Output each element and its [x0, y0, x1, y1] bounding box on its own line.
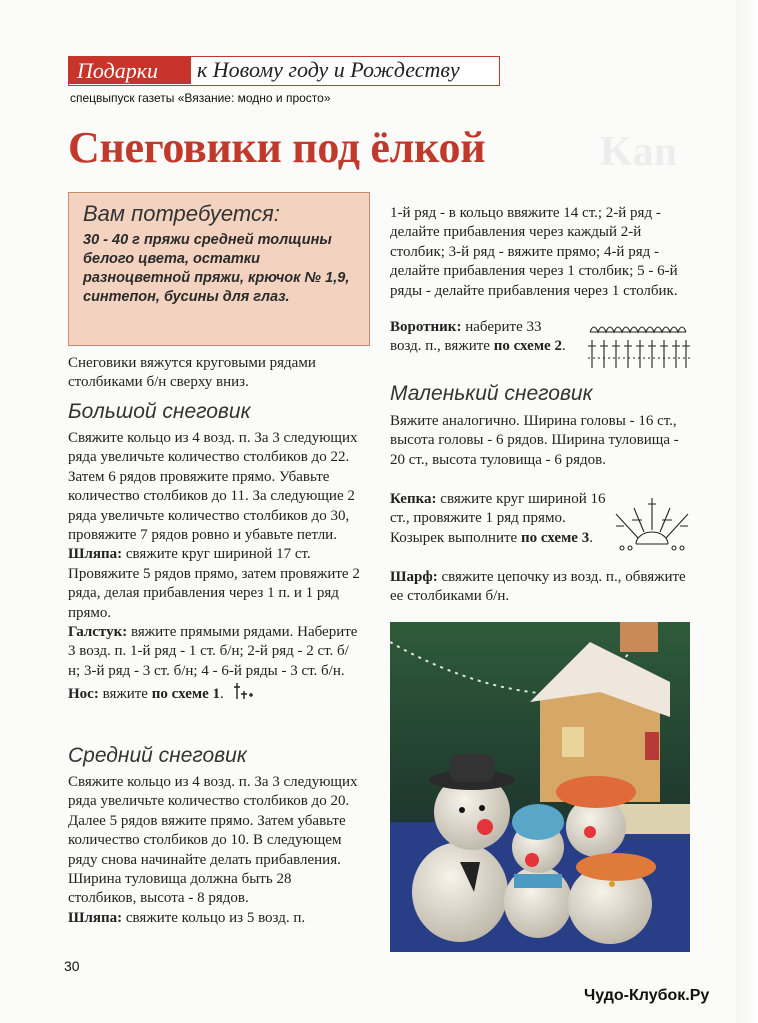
scarf-label: Шарф:: [390, 569, 438, 585]
big-hat-label: Шляпа:: [68, 546, 123, 563]
snowmen-photo: [390, 622, 690, 952]
big-snowman-text: [68, 429, 360, 705]
medium-hat-text: свяжите кольцо из 5 возд. п.: [122, 909, 306, 926]
materials-box: [68, 192, 370, 346]
big-snowman-heading: Большой снеговик: [68, 400, 251, 423]
collar-body: наберите 33 возд. п., вяжите: [390, 319, 542, 355]
small-snowman-heading: Маленький снеговик: [390, 382, 593, 405]
cap-end: .: [589, 529, 593, 546]
section-header: [68, 56, 500, 86]
cap-label: Кепка:: [390, 491, 437, 507]
medium-hat-rows-text: 1-й ряд - в кольцо ввяжите 14 ст.; 2-й ряд - делайте прибавления через каждый 2-й столбик; 3-й ряд - вяжите прямо; 4-й ряд - делайте прибавления через 1 столбик; 5 - 6-й ряды - делайте прибавления через 1 столбик.: [390, 205, 678, 299]
big-body: Свяжите кольцо из 4 возд. п. За 3 следующих ряда увеличьте количество столбиков до 22. Затем 6 рядов провяжите прямо. Убавьте количество столбиков до 11. За следующие 2 ряда увеличьте количество столбиков до 30, провяжите 7 рядов ровно и убавьте петли.: [68, 430, 358, 544]
collar-end: .: [561, 338, 566, 355]
snowmen-illustration: [390, 622, 690, 952]
medium-hat-label: Шляпа:: [68, 909, 123, 926]
scheme-2-link: по схеме 2: [493, 338, 562, 355]
big-nose-text: вяжите: [98, 686, 152, 703]
materials-heading: Вам потребуется:: [83, 201, 280, 226]
collar-label: Воротник:: [390, 319, 462, 335]
cap-body: свяжите круг шириной 16 ст., провяжите 1 ряд прямо. Козырек выполните: [390, 491, 606, 546]
scarf-text: [390, 568, 692, 607]
cap-text: [390, 490, 606, 548]
scheme-1-icon: [233, 681, 255, 701]
intro-text: Снеговики вяжутся круговыми рядами столбиками б/н сверху вниз.: [68, 355, 316, 391]
big-nose-label: Нос:: [68, 686, 99, 703]
materials-text: 30 - 40 г пряжи средней толщины белого цвета, остатки разноцветной пряжи, крючок № 1,9, синтепон, бусины для глаз.: [83, 232, 350, 305]
scheme-3-link: по схеме 3: [520, 529, 590, 546]
medium-snowman-heading: Средний снеговик: [68, 744, 247, 767]
collar-text: [390, 318, 576, 357]
scheme-3-diagram: [610, 490, 692, 556]
page-edge: [736, 0, 758, 1023]
bleed-through-text: Kan: [600, 129, 678, 175]
scarf-body: свяжите цепочку из возд. п., обвяжите ее столбиками б/н.: [390, 569, 686, 605]
page-title: Снеговики под ёлкой: [68, 123, 486, 172]
scheme-2-diagram: [586, 318, 692, 374]
page-number: 30: [64, 958, 80, 974]
big-nose-end: .: [219, 686, 224, 703]
medium-body: Свяжите кольцо из 4 возд. п. За 3 следующих ряда увеличьте количество столбиков до 20. Далее 5 рядов вяжите прямо. Затем убавьте количество столбиков до 10. В следующем ряду снова начинайте делать прибавления. Ширина туловища должна быть 28 столбиков, высота - 8 рядов.: [68, 774, 358, 907]
small-snowman-text: Вяжите аналогично. Ширина головы - 16 ст., высота головы - 6 рядов. Ширина туловища - 20 ст., высота туловища - 6 рядов.: [390, 413, 679, 468]
header-subtitle: спецвыпуск газеты «Вязание: модно и просто»: [70, 91, 331, 105]
header-rest: к Новому году и Рождеству: [197, 57, 460, 82]
brand-watermark: Чудо-Клубок.Ру: [584, 987, 710, 1004]
header-tag: Подарки: [69, 57, 191, 84]
scheme-1-link: по схеме 1: [151, 686, 220, 703]
big-tie-text: вяжите прямыми рядами. Наберите 3 возд. п. 1-й ряд - 1 ст. б/н; 2-й ряд - 2 ст. б/н; 3-й ряд - 3 ст. б/н; 4 - 6-й ряды - 3 ст. б/н.: [68, 624, 358, 679]
big-hat-text: свяжите круг шириной 17 ст. Провяжите 5 рядов прямо, затем провяжите 2 ряда, делая прибавления через 1 п. и 1 ряд прямо.: [68, 546, 360, 621]
medium-snowman-text: [68, 773, 360, 928]
big-tie-label: Галстук:: [68, 624, 128, 641]
